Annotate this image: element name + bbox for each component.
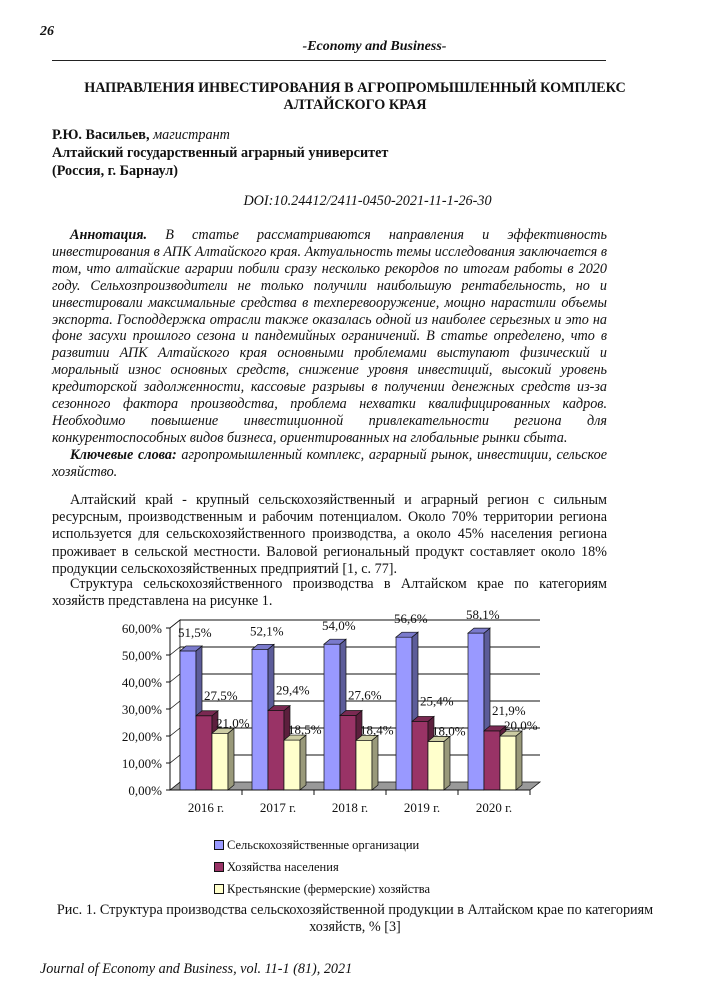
data-label: 52,1% <box>250 623 284 639</box>
body-paragraph-2: Структура сельскохозяйственного производства в Алтайском крае по категориям хозяйств представлена на рисунке 1. <box>52 576 607 610</box>
keywords-text: агропромышленный комплекс, аграрный рынок, инвестиции, сельское хозяйство. <box>52 447 607 480</box>
abstract-text: В статье рассматриваются направления и эффективность инвестирования в АПК Алтайского края. Актуальность темы исследования заключается в том, что алтайские аграрии побили сразу несколько рекордов по итогам работы в 2020 году. Сельхозпроизводители не только получили наибольшую рентабельность, но и инвестировали максимальные средства в техперевооружение, мощно нарастили объемы экспорта. Господдержка отрасли также оказалась одной из наиболее серьезных и это на фоне засухи прошлого сезона и пандемийных ограничений. В статье определено, что в развитии АПК Алтайского края основными проблемами выступают физический и моральный износ основных средств, снижение уровня инвестиций, высокий уровень кредиторской задолженности, кассовые разрывы в получении денежных средств из-за сезонного фактора производства, проблема нехватки квалифицированных кадров. Необходимо повышение инвестиционной привлекательности региона для конкурентоспособных видов бизнеса, ориентированных на глобальные рынки сбыта. <box>52 227 607 446</box>
bar <box>500 731 522 790</box>
title-line-2: АЛТАЙСКОГО КРАЯ <box>283 97 427 113</box>
bar-front <box>324 644 340 790</box>
page-number: 26 <box>40 24 54 39</box>
y-tick-label: 60,00% <box>121 621 162 636</box>
legend-label: Хозяйства населения <box>227 859 339 874</box>
y-tick-label: 40,00% <box>121 675 162 690</box>
bar-side <box>516 731 522 790</box>
data-label: 56,6% <box>394 611 428 627</box>
bar-front <box>500 736 516 790</box>
bar-front <box>396 637 412 790</box>
data-label: 18,5% <box>288 722 322 738</box>
x-tick-label: 2017 г. <box>259 800 297 815</box>
x-axis-ticks <box>170 790 530 815</box>
abstract-label: Аннотация. <box>70 227 148 243</box>
data-label: 21,9% <box>492 702 526 718</box>
keywords-label: Ключевые слова: <box>70 447 177 463</box>
y-tick-label: 20,00% <box>121 729 162 744</box>
body-paragraph-1: Алтайский край - крупный сельскохозяйственный и аграрный регион с сильным ресурсным, производственным и рабочим потенциалом. Около 70% территории региона используется для сельскохозяйственного производства, а около 45% населения региона проживает в сельской местности. Валовой региональный продукт составляет около 18% продукции сельскохозяйственных предприятий [1, с. 77]. <box>52 492 607 577</box>
data-label: 29,4% <box>276 682 310 698</box>
y-tick-label: 30,00% <box>121 702 162 717</box>
y-tick-label: 50,00% <box>121 648 162 663</box>
keywords <box>52 447 607 481</box>
bar-front <box>340 715 356 790</box>
location: (Россия, г. Барнаул) <box>52 163 178 179</box>
doi: DOI:10.24412/2411-0450-2021-11-1-26-30 <box>243 193 492 209</box>
y-tick-label: 0,00% <box>128 783 162 798</box>
x-tick-label: 2020 г. <box>475 800 513 815</box>
chart-bars <box>180 628 522 790</box>
y-tick-label: 10,00% <box>121 756 162 771</box>
legend-swatch-farms <box>214 884 224 894</box>
data-label: 20,0% <box>504 718 538 733</box>
legend-label: Сельскохозяйственные организации <box>227 837 420 852</box>
article-title <box>40 80 670 114</box>
data-label: 27,6% <box>348 687 382 703</box>
y-axis-ticks <box>122 621 170 798</box>
bar-front <box>356 740 372 790</box>
data-label: 54,0% <box>322 618 356 634</box>
bar-front <box>252 649 268 790</box>
legend-item <box>214 878 430 900</box>
legend-swatch-households <box>214 862 224 872</box>
bar-front <box>284 740 300 790</box>
data-label: 25,4% <box>420 693 454 709</box>
data-label: 51,5% <box>178 624 212 640</box>
bar-side <box>228 728 234 790</box>
x-tick-label: 2016 г. <box>187 800 225 815</box>
bar-front <box>428 741 444 790</box>
data-label: 27,5% <box>204 687 238 703</box>
bar <box>356 735 378 790</box>
abstract <box>52 227 607 447</box>
author-block <box>52 126 388 180</box>
header-rule <box>52 60 606 61</box>
x-tick-label: 2019 г. <box>403 800 441 815</box>
legend-item <box>214 856 430 878</box>
data-label: 18,4% <box>360 722 394 738</box>
running-head: -Economy and Business- <box>302 39 447 54</box>
author-name: Р.Ю. Васильев, <box>52 127 150 143</box>
x-tick-label: 2018 г. <box>331 800 369 815</box>
bar-front <box>468 633 484 790</box>
bar-front <box>268 711 284 790</box>
data-label: 21,0% <box>216 715 250 731</box>
legend-label: Крестьянские (фермерские) хозяйства <box>227 881 431 896</box>
title-line-1: НАПРАВЛЕНИЯ ИНВЕСТИРОВАНИЯ В АГРОПРОМЫШЛЕННЫЙ КОМПЛЕКС <box>84 80 626 96</box>
bar-side <box>372 735 378 790</box>
legend-item <box>214 834 430 856</box>
bar-front <box>196 716 212 790</box>
affiliation: Алтайский государственный аграрный университет <box>52 145 389 161</box>
chart-legend <box>214 834 430 900</box>
bar-front <box>180 651 196 790</box>
bar <box>428 736 450 790</box>
journal-footer: Journal of Economy and Business, vol. 11-1 (81), 2021 <box>40 961 353 977</box>
bar <box>212 728 234 790</box>
bar-front <box>412 721 428 790</box>
bar-side <box>300 735 306 790</box>
data-label: 58,1% <box>466 607 500 623</box>
bar-front <box>212 733 228 790</box>
data-label: 18,0% <box>432 723 466 739</box>
bar <box>284 735 306 790</box>
legend-swatch-agri-orgs <box>214 840 224 850</box>
bar-side <box>444 736 450 790</box>
author-role: магистрант <box>149 127 230 143</box>
figure-caption: Рис. 1. Структура производства сельскохозяйственной продукции в Алтайском крае по категориям хозяйств, % [3] <box>56 902 654 935</box>
bar-front <box>484 731 500 790</box>
